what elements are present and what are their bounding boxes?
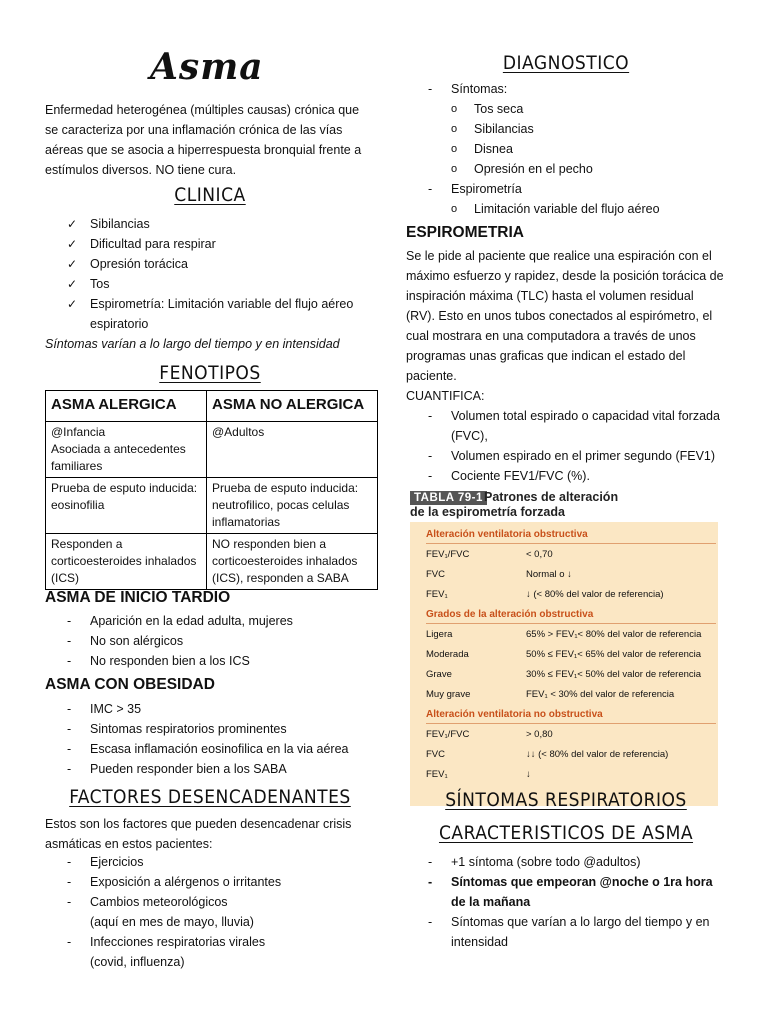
table-cell: Responden a corticoesteroides inhalados (ICS): [46, 534, 207, 590]
espiro-sublist: [406, 199, 726, 219]
list-item: ✓ Opresión torácica: [45, 254, 375, 274]
page-title: Asma: [150, 46, 264, 88]
table-header: ASMA ALERGICA: [46, 391, 207, 422]
list-item: - Exposición a alérgenos o irritantes: [45, 872, 375, 892]
table-row: [46, 422, 378, 478]
list-item: - No responden bien a los ICS: [45, 651, 375, 671]
list-item: [406, 79, 726, 179]
definition-text: Enfermedad heterogénea (múltiples causas) crónica que se caracteriza por una inflamación crónica de las vías aéreas que se asocia a hiperrespuesta bronquial frente a estímulos diversos. NO tiene cura.: [45, 103, 362, 177]
list-item: - Síntomas que empeoran @noche o 1ra hora de la mañana: [406, 872, 726, 912]
table-section-title: Grados de la alteración obstructiva: [426, 606, 716, 624]
list-item: ✓ Tos: [45, 274, 375, 294]
clinica-heading: CLINICA: [174, 184, 246, 206]
table-row: FEV₁ ↓: [426, 769, 531, 780]
list-item: - Pueden responder bien a los SABA: [45, 759, 375, 779]
list-item: o Disnea: [406, 139, 726, 159]
list-item: - Cambios meteorológicos (aquí en mes de mayo, lluvia): [45, 892, 375, 932]
table-row: FEV₁ ↓ (< 80% del valor de referencia): [426, 589, 664, 600]
table-row: Moderada 50% ≤ FEV₁< 65% del valor de referencia: [426, 649, 702, 660]
table-header: ASMA NO ALERGICA: [207, 391, 378, 422]
sintomas-sublist: [406, 99, 726, 179]
list-item: - +1 síntoma (sobre todo @adultos): [406, 852, 726, 872]
clinica-list: [45, 214, 375, 334]
list-item: o Sibilancias: [406, 119, 726, 139]
sintomas-label: Síntomas:: [451, 82, 508, 96]
table-cell: Prueba de esputo inducida: neutrofilico, pocas celulas inflamatorias: [207, 478, 378, 534]
list-item: - Escasa inflamación eosinofilica en la via aérea: [45, 739, 375, 759]
table-section-title: Alteración ventilatoria no obstructiva: [426, 706, 716, 724]
fenotipos-heading: FENOTIPOS: [159, 362, 261, 384]
table-cell: @Adultos: [207, 422, 378, 478]
sintomas-resp-subheading: CARACTERISTICOS DE ASMA: [438, 822, 694, 844]
table-section-title: Alteración ventilatoria obstructiva: [426, 526, 716, 544]
table-row: FEV₁/FVC < 0,70: [426, 549, 553, 560]
table-row: Ligera 65% > FEV₁< 80% del valor de referencia: [426, 629, 702, 640]
table-cell: @Infancia Asociada a antecedentes familiares: [46, 422, 207, 478]
sintomas-resp-list: [406, 852, 726, 952]
table-row: Grave 30% ≤ FEV₁< 50% del valor de referencia: [426, 669, 702, 680]
table-row: FVC Normal o ↓: [426, 569, 572, 580]
list-item: ✓ Sibilancias: [45, 214, 375, 234]
list-item: [406, 179, 726, 219]
tardio-heading: ASMA DE INICIO TARDIO: [45, 589, 231, 606]
table-badge: TABLA 79-1: [410, 491, 487, 505]
table-row: FEV₁/FVC > 0,80: [426, 729, 553, 740]
list-item: - Infecciones respiratorias virales (covid, influenza): [45, 932, 375, 972]
sintomas-resp-heading: SÍNTOMAS RESPIRATORIOS: [445, 789, 687, 811]
fenotipos-table: [45, 390, 378, 590]
list-item: ✓ Dificultad para respirar: [45, 234, 375, 254]
list-item: - Volumen espirado en el primer segundo (FEV1): [406, 446, 724, 466]
list-item: - Sintomas respiratorios prominentes: [45, 719, 375, 739]
obesidad-list: [45, 699, 375, 779]
table-cell: NO responden bien a corticoesteroides inhalados (ICS), responden a SABA: [207, 534, 378, 590]
table-cell: Prueba de esputo inducida: eosinofilia: [46, 478, 207, 534]
factores-list: [45, 852, 375, 972]
table-subtitle: de la espirometría forzada: [410, 505, 565, 519]
obesidad-heading: ASMA CON OBESIDAD: [45, 676, 215, 693]
list-item: - Ejercicios: [45, 852, 375, 872]
cuantifica-list: [406, 406, 724, 486]
table-row: FVC ↓↓ (< 80% del valor de referencia): [426, 749, 669, 760]
table-row: [46, 534, 378, 590]
cuantifica-label: CUANTIFICA:: [406, 389, 485, 403]
diagnostico-heading: DIAGNOSTICO: [502, 52, 630, 74]
diagnostico-list: [406, 79, 726, 219]
espiro-label: Espirometría: [451, 182, 522, 196]
factores-intro: Estos son los factores que pueden desencadenar crisis asmáticas en estos pacientes:: [45, 817, 352, 851]
list-item: o Limitación variable del flujo aéreo: [406, 199, 726, 219]
clinica-note: Síntomas varían a lo largo del tiempo y en intensidad: [45, 337, 340, 351]
list-item: o Opresión en el pecho: [406, 159, 726, 179]
espirometria-text: Se le pide al paciente que realice una espiración con el máximo esfuerzo y rapidez, desde la posición torácica de inspiración máxima (TLC) hasta el volumen residual (RV). Esto en unos tubos conectados al espirómetro, el cual mostrara en una computadora a través de unos programas unas graficas que indican el estado del paciente.: [406, 249, 724, 383]
list-item: - Aparición en la edad adulta, mujeres: [45, 611, 375, 631]
table-row: [46, 478, 378, 534]
list-item: - Volumen total espirado o capacidad vital forzada (FVC),: [406, 406, 724, 446]
tardio-list: [45, 611, 375, 671]
table-title: Patrones de alteración: [484, 490, 619, 504]
table-row: Muy grave FEV₁ < 30% del valor de referencia: [426, 689, 675, 700]
list-item: - Cociente FEV1/FVC (%).: [406, 466, 724, 486]
factores-heading: FACTORES DESENCADENANTES: [69, 786, 351, 808]
list-item: ✓ Espirometría: Limitación variable del flujo aéreo espiratorio: [45, 294, 375, 334]
list-item: o Tos seca: [406, 99, 726, 119]
spirometry-table: [410, 488, 718, 806]
list-item: - No son alérgicos: [45, 631, 375, 651]
list-item: - IMC > 35: [45, 699, 375, 719]
list-item: - Síntomas que varían a lo largo del tiempo y en intensidad: [406, 912, 726, 952]
espirometria-heading: ESPIROMETRIA: [406, 224, 524, 241]
